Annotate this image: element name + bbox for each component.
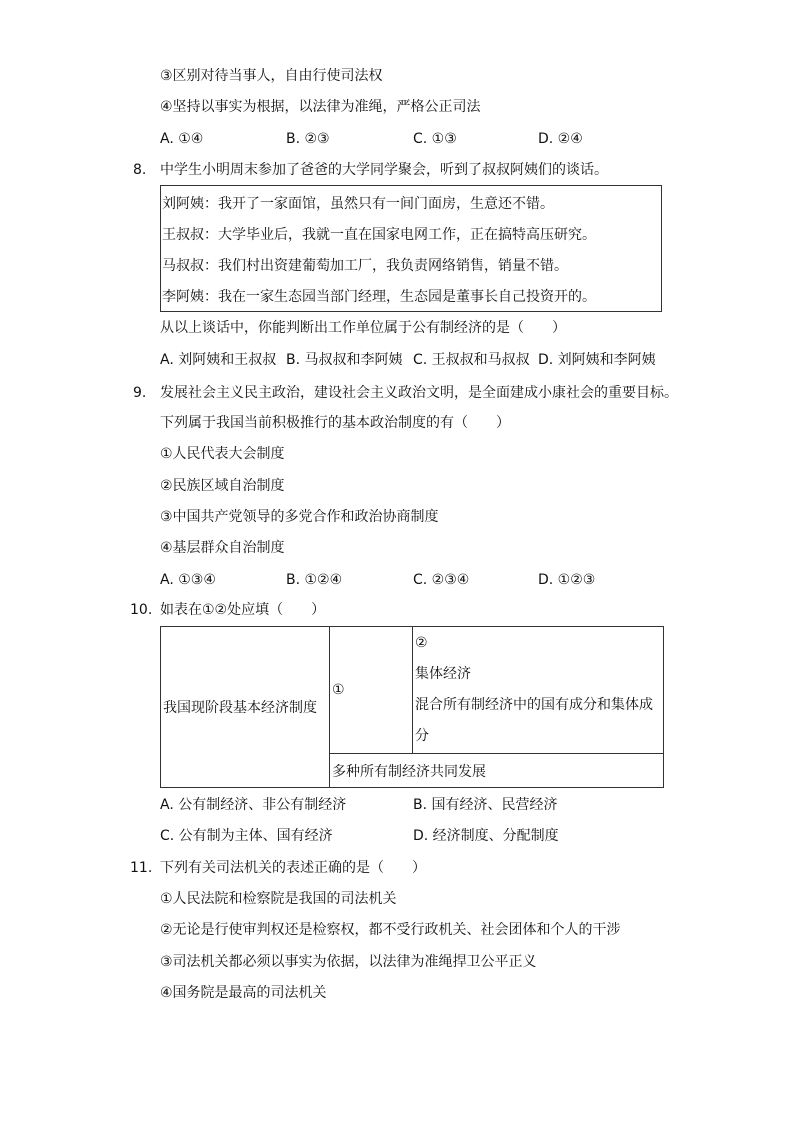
q9-number: 9. — [133, 385, 147, 401]
q10-table-right-line: 集体经济 — [415, 666, 471, 682]
q11-item-1: ①人民法院和检察院是我国的司法机关 — [160, 891, 397, 907]
q9-stem-1: 发展社会主义民主政治，建设社会主义政治文明，是全面建成小康社会的重要目标。 — [160, 385, 678, 401]
q8-dialogue-line: 李阿姨：我在一家生态园当部门经理，生态园是董事长自己投资开的。 — [162, 289, 596, 305]
q9-option-c: C. ②③④ — [413, 572, 470, 588]
q9-option-d: D. ①②③ — [538, 572, 596, 588]
q8-number: 8. — [133, 162, 147, 178]
q11-number: 11. — [130, 860, 153, 876]
q10-table-bottom-cell — [330, 754, 664, 788]
q9-option-a: A. ①③④ — [160, 572, 216, 588]
q9-stem-2: 下列属于我国当前积极推行的基本政治制度的有（ ） — [160, 415, 510, 431]
q9-item-4: ④基层群众自治制度 — [160, 540, 285, 556]
q8-dialogue-line: 王叔叔：大学毕业后，我就一直在国家电网工作，正在搞特高压研究。 — [162, 227, 596, 243]
q10-table-mid-text: ① — [332, 682, 345, 698]
q9-item-2: ②民族区域自治制度 — [160, 478, 285, 494]
q9-option-b: B. ①②④ — [286, 572, 343, 588]
q10-table-left-cell — [161, 627, 330, 788]
q11-item-2: ②无论是行使审判权还是检察权，都不受行政机关、社会团体和个人的干涉 — [160, 922, 621, 938]
q10-option-b: B. 国有经济、民营经济 — [413, 797, 558, 813]
q10-number: 10. — [130, 602, 153, 618]
q8-option-d: D. 刘阿姨和李阿姨 — [538, 352, 656, 368]
q10-option-d: D. 经济制度、分配制度 — [413, 828, 559, 844]
q10-option-a: A. 公有制经济、非公有制经济 — [160, 797, 347, 813]
q7-item-3: ③区别对待当事人，自由行使司法权 — [160, 68, 383, 84]
q10-table-right-line: ② — [415, 635, 428, 651]
q10-table-bottom-text: 多种所有制经济共同发展 — [332, 763, 486, 780]
q10-table-left-text: 我国现阶段基本经济制度 — [163, 700, 317, 716]
q8-dialogue-line: 马叔叔：我们村出资建葡萄加工厂，我负责网络销售，销量不错。 — [162, 258, 568, 274]
q7-option-a: A. ①④ — [160, 131, 204, 147]
q8-option-b: B. 马叔叔和李阿姨 — [286, 352, 403, 368]
q10-table-right-line: 混合所有制经济中的国有成分和集体成 — [415, 697, 653, 713]
q9-item-1: ①人民代表大会制度 — [160, 446, 285, 462]
q10-table-mid-cell — [330, 627, 413, 754]
q10-stem: 如表在①②处应填（ ） — [160, 602, 326, 618]
q9-item-3: ③中国共产党领导的多党合作和政治协商制度 — [160, 509, 439, 525]
q10-table-right-cell — [413, 627, 664, 754]
q8-option-c: C. 王叔叔和马叔叔 — [413, 352, 530, 368]
q10-option-c: C. 公有制为主体、国有经济 — [160, 828, 333, 844]
q8-dialogue-box — [160, 185, 662, 312]
q7-option-b: B. ②③ — [286, 131, 330, 147]
q10-table-right-line: 分 — [415, 728, 429, 744]
q8-dialogue-line: 刘阿姨：我开了一家面馆，虽然只有一间门面房，生意还不错。 — [162, 196, 554, 212]
q11-item-3: ③司法机关都必须以事实为依据，以法律为准绳捍卫公平正义 — [160, 954, 537, 970]
q7-option-d: D. ②④ — [538, 131, 583, 147]
q7-option-c: C. ①③ — [413, 131, 457, 147]
q11-item-4: ④国务院是最高的司法机关 — [160, 985, 327, 1001]
q11-stem: 下列有关司法机关的表述正确的是（ ） — [160, 860, 426, 876]
q8-option-a: A. 刘阿姨和王叔叔 — [160, 352, 277, 368]
q10-table — [160, 626, 664, 788]
q7-item-4: ④坚持以事实为根据，以法律为准绳，严格公正司法 — [160, 99, 481, 115]
q8-stem: 中学生小明周末参加了爸爸的大学同学聚会，听到了叔叔阿姨们的谈话。 — [160, 162, 608, 178]
q8-question: 从以上谈话中，你能判断出工作单位属于公有制经济的是（ ） — [160, 320, 566, 336]
